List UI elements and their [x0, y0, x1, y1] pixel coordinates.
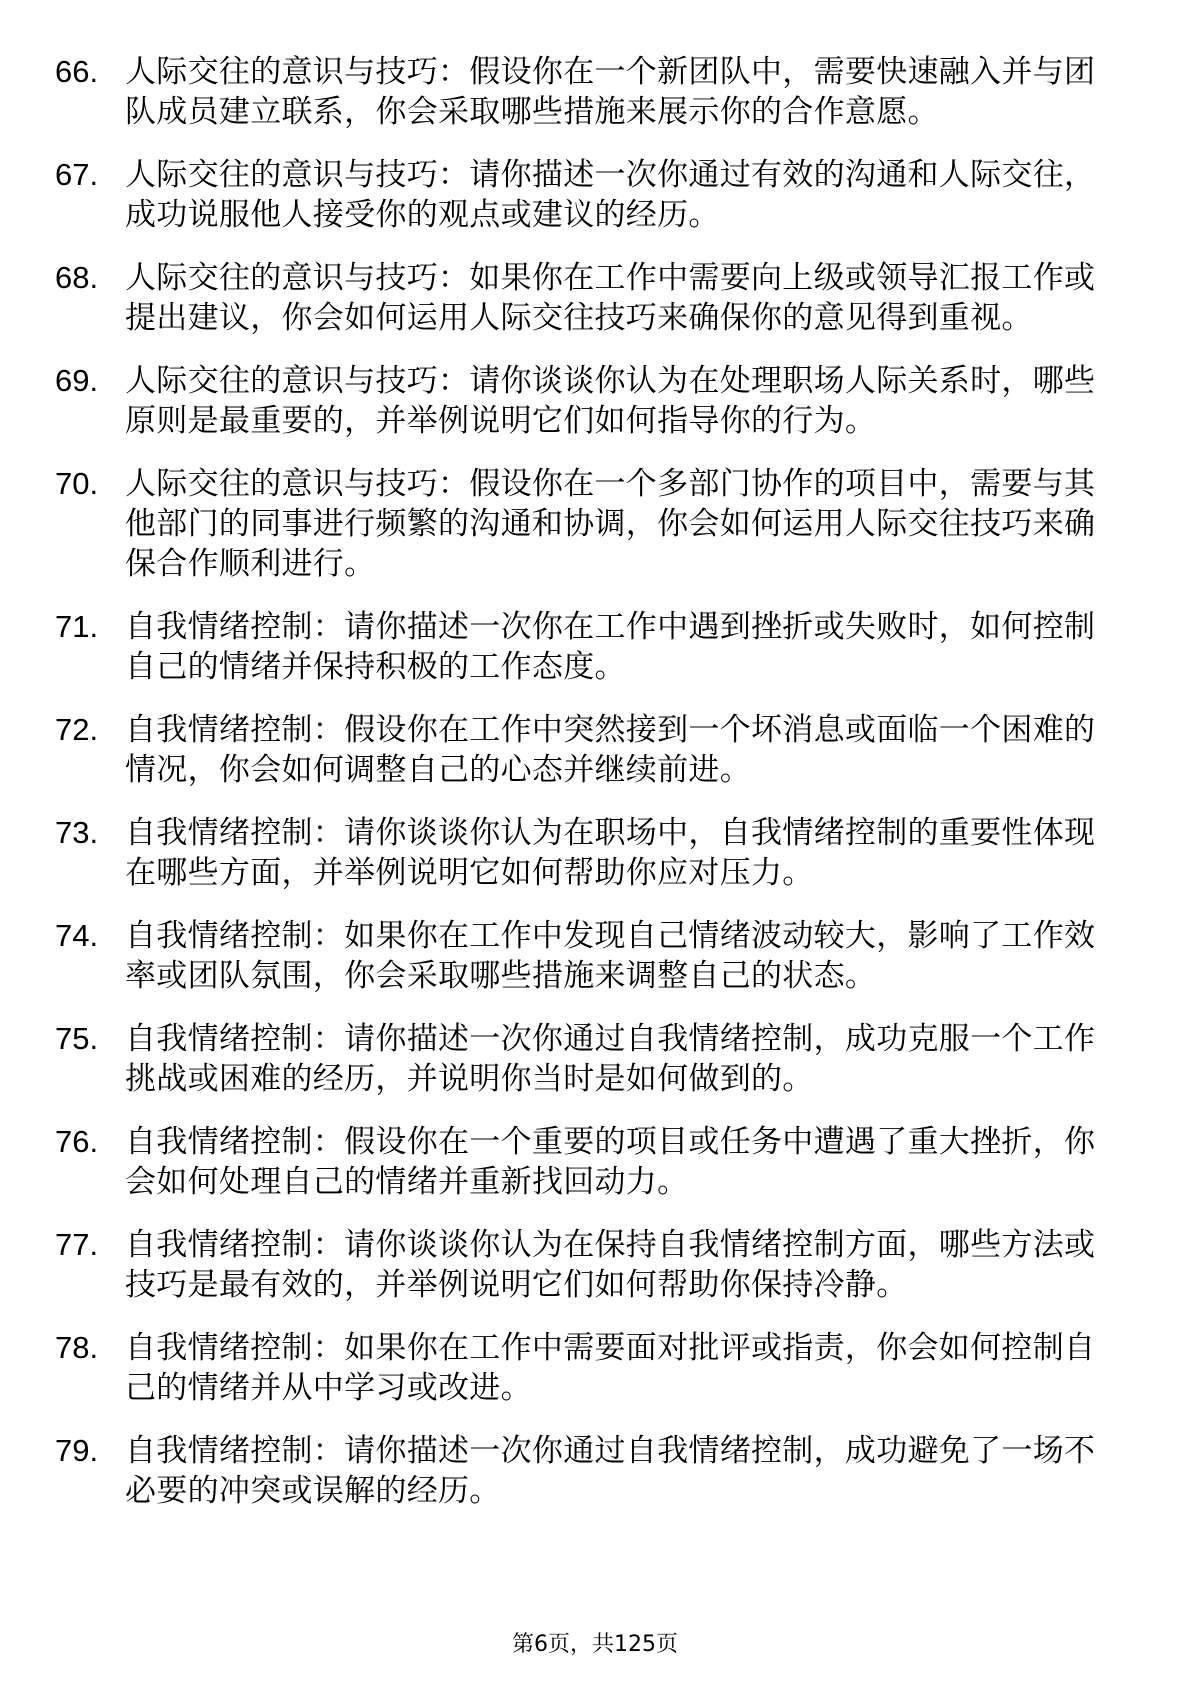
question-number: 69. — [55, 363, 99, 398]
question-text: 自我情绪控制：请你描述一次你通过自我情绪控制，成功克服一个工作挑战或困难的经历，并说明你当时是如何做到的。 — [125, 1021, 1096, 1097]
question-number: 78. — [55, 1330, 99, 1365]
question-text: 人际交往的意识与技巧：请你谈谈你认为在处理职场人际关系时，哪些原则是最重要的，并举例说明它们如何指导你的行为。 — [125, 363, 1096, 439]
question-number: 76. — [55, 1124, 99, 1159]
question-item — [55, 1328, 1105, 1408]
question-number: 67. — [55, 157, 99, 192]
question-number: 75. — [55, 1021, 99, 1056]
question-number: 74. — [55, 918, 99, 953]
question-text: 自我情绪控制：请你谈谈你认为在职场中，自我情绪控制的重要性体现在哪些方面，并举例说明它如何帮助你应对压力。 — [125, 815, 1096, 891]
question-text: 自我情绪控制：如果你在工作中需要面对批评或指责，你会如何控制自己的情绪并从中学习或改进。 — [125, 1330, 1096, 1406]
question-item — [55, 813, 1105, 893]
question-number: 72. — [55, 712, 99, 747]
question-item — [55, 1225, 1105, 1305]
question-item — [55, 258, 1105, 338]
question-item — [55, 916, 1105, 996]
question-number: 66. — [55, 54, 99, 89]
question-text: 自我情绪控制：假设你在一个重要的项目或任务中遭遇了重大挫折，你会如何处理自己的情绪并重新找回动力。 — [125, 1124, 1096, 1200]
question-number: 77. — [55, 1227, 99, 1262]
question-item — [55, 361, 1105, 441]
question-list — [55, 52, 1105, 1534]
page-footer: 第6页，共125页 — [512, 1632, 678, 1657]
question-item — [55, 1431, 1105, 1511]
question-text: 人际交往的意识与技巧：假设你在一个多部门协作的项目中，需要与其他部门的同事进行频繁的沟通和协调，你会如何运用人际交往技巧来确保合作顺利进行。 — [125, 466, 1096, 582]
question-item — [55, 155, 1105, 235]
question-item — [55, 607, 1105, 687]
question-number: 79. — [55, 1433, 99, 1468]
question-text: 人际交往的意识与技巧：请你描述一次你通过有效的沟通和人际交往，成功说服他人接受你的观点或建议的经历。 — [125, 157, 1096, 233]
question-item — [55, 1122, 1105, 1202]
question-item — [55, 710, 1105, 790]
question-item — [55, 52, 1105, 132]
question-text: 自我情绪控制：请你描述一次你通过自我情绪控制，成功避免了一场不必要的冲突或误解的经历。 — [125, 1433, 1096, 1509]
question-text: 人际交往的意识与技巧：假设你在一个新团队中，需要快速融入并与团队成员建立联系，你会采取哪些措施来展示你的合作意愿。 — [125, 54, 1096, 130]
question-number: 73. — [55, 815, 99, 850]
question-number: 68. — [55, 260, 99, 295]
question-item — [55, 464, 1105, 584]
question-text: 自我情绪控制：如果你在工作中发现自己情绪波动较大，影响了工作效率或团队氛围，你会采取哪些措施来调整自己的状态。 — [125, 918, 1096, 994]
question-text: 自我情绪控制：假设你在工作中突然接到一个坏消息或面临一个困难的情况，你会如何调整自己的心态并继续前进。 — [125, 712, 1096, 788]
question-text: 人际交往的意识与技巧：如果你在工作中需要向上级或领导汇报工作或提出建议，你会如何运用人际交往技巧来确保你的意见得到重视。 — [125, 260, 1096, 336]
question-number: 71. — [55, 609, 99, 644]
question-text: 自我情绪控制：请你谈谈你认为在保持自我情绪控制方面，哪些方法或技巧是最有效的，并举例说明它们如何帮助你保持冷静。 — [125, 1227, 1096, 1303]
question-text: 自我情绪控制：请你描述一次你在工作中遇到挫折或失败时，如何控制自己的情绪并保持积极的工作态度。 — [125, 609, 1096, 685]
question-item — [55, 1019, 1105, 1099]
question-number: 70. — [55, 466, 99, 501]
